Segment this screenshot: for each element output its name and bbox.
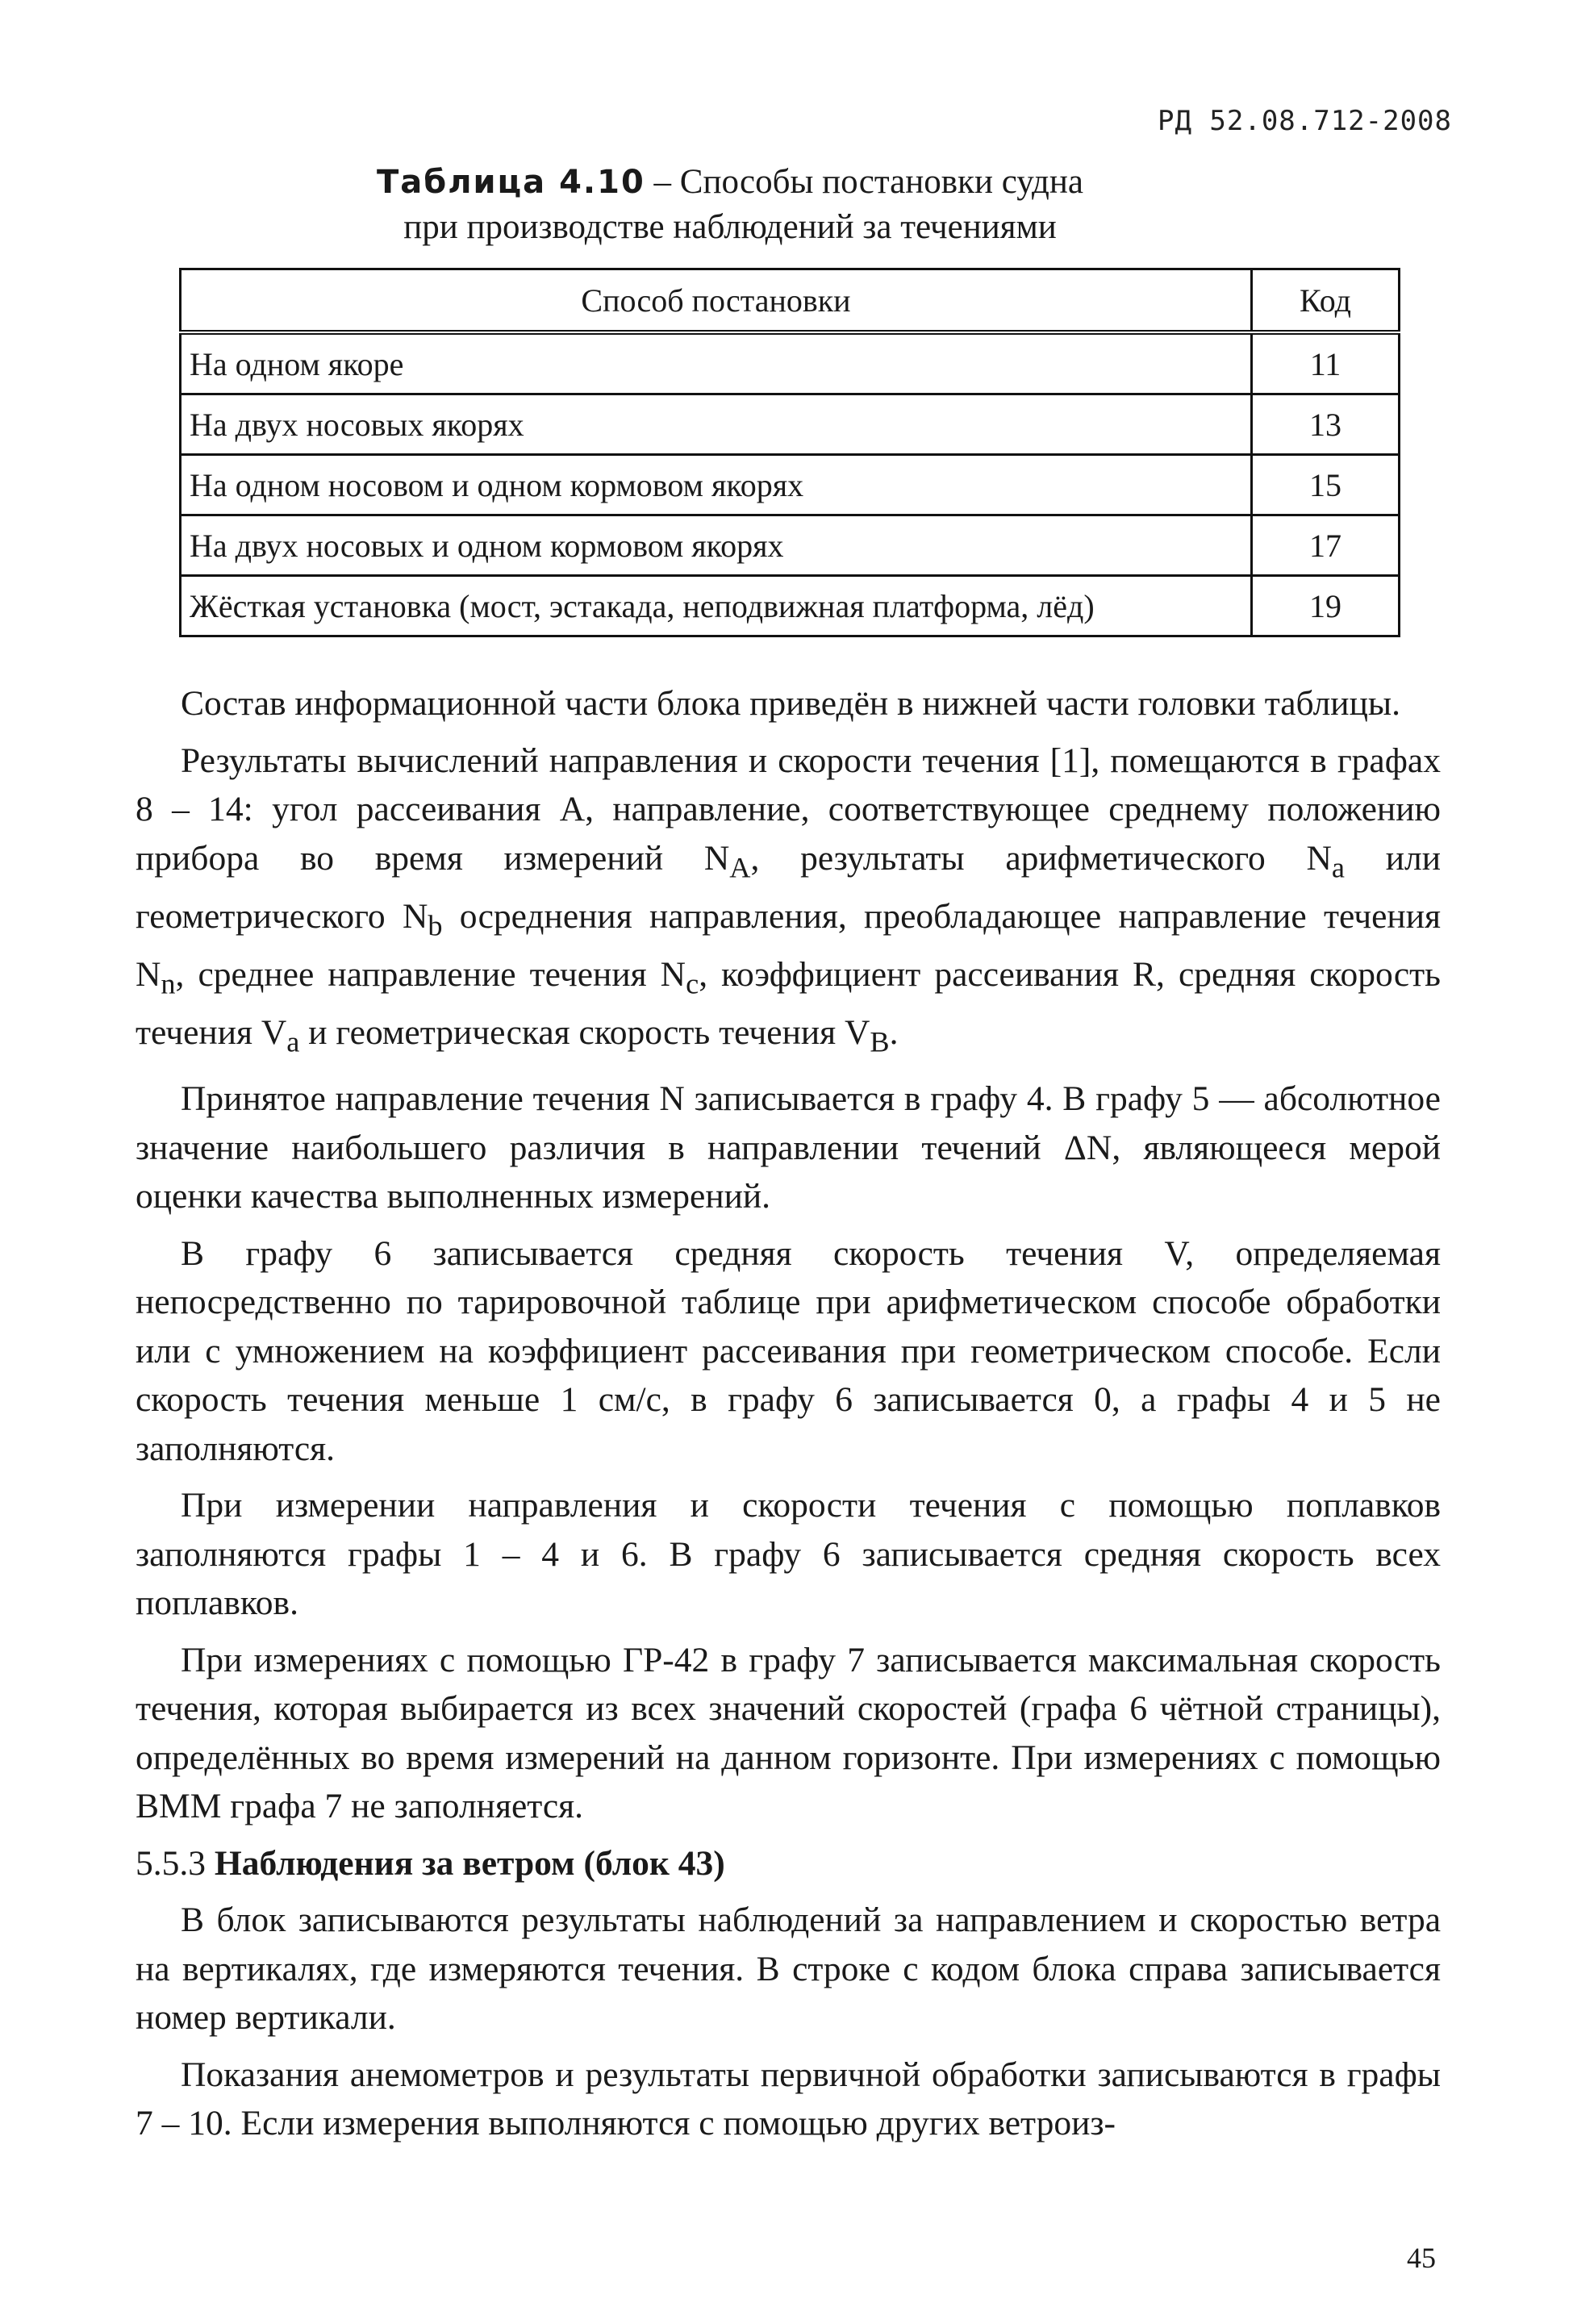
table-row <box>181 332 1400 394</box>
p2-subscript: a <box>1331 851 1345 884</box>
p2-text: осреднения направления, преобладающее направление течения N <box>136 896 1441 994</box>
table-caption-line1 <box>242 160 1218 205</box>
paragraph-8: Показания анемометров и результаты первичной обработки записываются в графы 7 – 10. Если измерения выполняются с помощью других ветроиз- <box>136 2055 1441 2143</box>
p2-subscript: c <box>686 967 699 1000</box>
method-cell: На двух носовых и одном кормовом якорях <box>181 515 1252 576</box>
code-cell: 11 <box>1252 332 1400 394</box>
p2-subscript: a <box>286 1025 300 1058</box>
method-cell: На двух носовых якорях <box>181 394 1252 455</box>
table-header-row <box>181 269 1400 333</box>
body-text <box>136 679 1441 2156</box>
table-row <box>181 455 1400 515</box>
p2-text: , среднее направление течения N <box>175 954 686 994</box>
paragraph-4: В графу 6 записывается средняя скорость течения V, определяемая непосредственно по тарировочной таблице при арифметическом способе обработки или с умножением на коэффициент рассеивания при геометрическом способе. Если скорость течения меньше 1 см/с, в графу 6 записывается 0, а графы 4 и 5 не заполняются. <box>136 1233 1441 1468</box>
table-row <box>181 515 1400 576</box>
code-cell: 17 <box>1252 515 1400 576</box>
document-code: РД 52.08.712-2008 <box>1158 105 1452 137</box>
p2-text: и геометрическая скорость течения V <box>299 1013 870 1053</box>
section-number: 5.5.3 <box>136 1843 206 1883</box>
method-cell: На одном якоре <box>181 332 1252 394</box>
header-code: Код <box>1252 269 1400 333</box>
p2-subscript: B <box>870 1025 890 1058</box>
p2-subscript: b <box>428 909 443 942</box>
page-number: 45 <box>1407 2242 1436 2274</box>
method-cell: Жёсткая установка (мост, эстакада, неподвижная платформа, лёд) <box>181 576 1252 636</box>
section-title: Наблюдения за ветром (блок 43) <box>214 1843 725 1883</box>
paragraph-7: В блок записываются результаты наблюдений за направлением и скоростью ветра на вертикалях, где измеряются течения. В строке с кодом блока справа записывается номер вертикали. <box>136 1901 1441 2038</box>
vessel-anchoring-table <box>179 268 1400 637</box>
p2-text: , результаты арифметического N <box>750 838 1332 878</box>
table-caption-text1: – Способы постановки судна <box>653 163 1083 201</box>
table-caption-line2: при производстве наблюдений за течениями <box>403 208 1057 246</box>
code-cell: 15 <box>1252 455 1400 515</box>
paragraph-3: Принятое направление течения N записывается в графу 4. В графу 5 — абсолютное значение наибольшего различия в направлении течений ΔN, являющееся мерой оценки качества выполненных измерений. <box>136 1079 1441 1216</box>
p2-subscript: A <box>729 851 751 884</box>
table-row <box>181 576 1400 636</box>
p2-text: Результаты вычислений направления и скорости течения [1], помещаются в графах 8 – 14: угол рассеивания A, направление, соответствующее среднему положению прибора во время измерений N <box>136 741 1441 878</box>
paragraph-2 <box>136 736 1441 1067</box>
paragraph-6: При измерениях с помощью ГР-42 в графу 7 записывается максимальная скорость течения, которая выбирается из всех значений скоростей (графа 6 чётной страницы), определённых во время измерений на данном горизонте. При измерениях с помощью ВММ графа 7 не заполняется. <box>136 1640 1441 1826</box>
p2-text: , коэффициент рассеивания R, средняя скорость течения V <box>136 954 1441 1053</box>
table-label: Таблица 4.10 <box>377 164 645 201</box>
p2-text: . <box>889 1013 899 1053</box>
paragraph-1: Состав информационной части блока приведён в нижней части головки таблицы. <box>181 684 1400 723</box>
table-row <box>181 394 1400 455</box>
header-method: Способ постановки <box>181 269 1252 333</box>
code-cell: 19 <box>1252 576 1400 636</box>
p2-subscript: n <box>161 967 176 1000</box>
method-cell: На одном носовом и одном кормовом якорях <box>181 455 1252 515</box>
code-cell: 13 <box>1252 394 1400 455</box>
section-heading <box>136 1839 1441 1888</box>
table-caption <box>242 160 1218 250</box>
paragraph-5: При измерении направления и скорости течения с помощью поплавков заполняются графы 1 – 4 и 6. В графу 6 записывается средняя скорость всех поплавков. <box>136 1486 1441 1623</box>
p2-text: или геометрического N <box>136 838 1441 936</box>
